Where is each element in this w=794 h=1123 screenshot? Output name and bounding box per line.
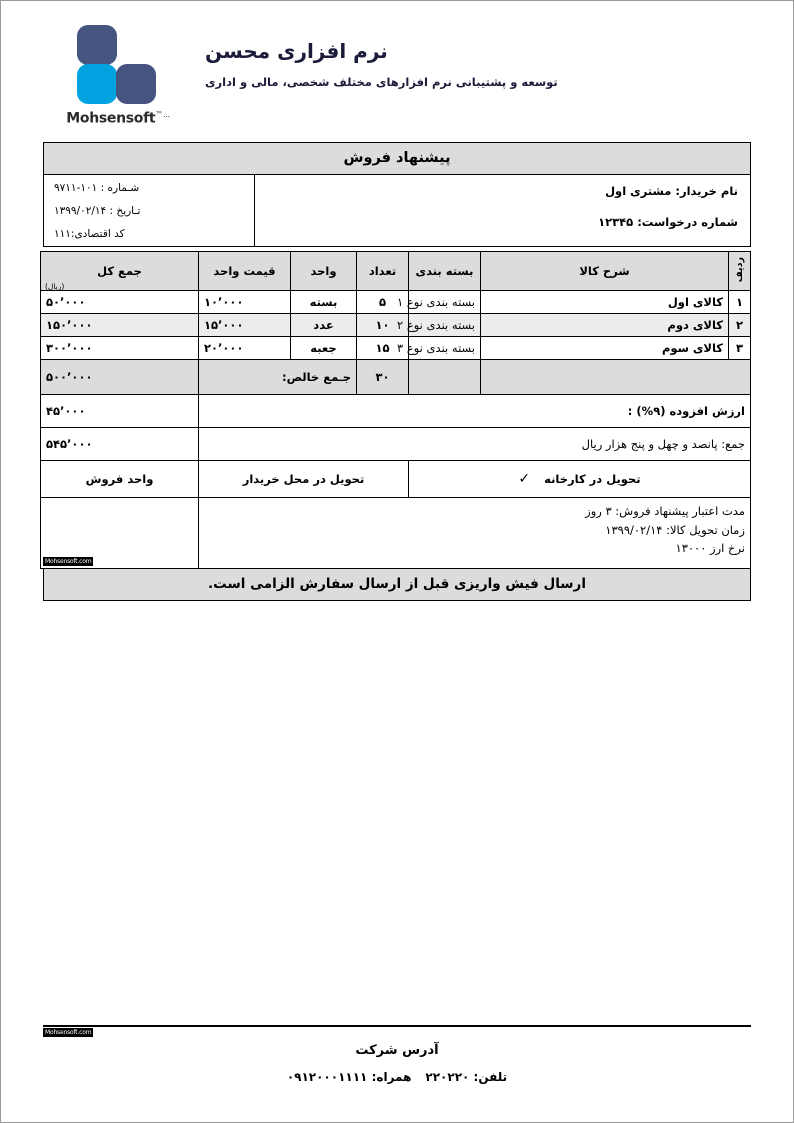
note-validity: مدت اعتبار پیشنهاد فروش: ۳ روز bbox=[585, 504, 745, 519]
delivery-buyer-option[interactable]: تحویل در محل خریدار bbox=[199, 461, 409, 498]
subtotal-value: ۵۰۰٬۰۰۰ bbox=[41, 360, 199, 395]
buyer-name: نام خریدار: مشتری اول bbox=[605, 184, 738, 198]
vat-value: ۴۵٬۰۰۰ bbox=[41, 395, 199, 428]
cell-packaging: بسته بندی نوع ۱ bbox=[409, 291, 481, 314]
table-row bbox=[41, 314, 751, 337]
column-header-quantity: تعداد bbox=[357, 252, 409, 291]
subtotal-spacer bbox=[481, 360, 751, 395]
mobile-value: ۰۹۱۲۰۰۰۱۱۱۱ bbox=[286, 1070, 368, 1084]
cell-unit: عدد bbox=[291, 314, 357, 337]
company-title: نرم افزاری محسن bbox=[205, 39, 388, 63]
logo-mark-icon bbox=[75, 25, 161, 107]
watermark-document: Mohsensoft.com bbox=[45, 558, 92, 565]
cell-description: کالای اول bbox=[481, 291, 729, 314]
cell-description: کالای سوم bbox=[481, 337, 729, 360]
column-header-unit: واحد bbox=[291, 252, 357, 291]
grand-total-label: جمع: پانصد و چهل و پنج هزار ریال bbox=[199, 428, 751, 461]
document-title: پیشنهاد فروش bbox=[43, 142, 751, 175]
logo-wordmark-text: Mohsensoft bbox=[66, 110, 156, 127]
cell-total: ۵۰٬۰۰۰ bbox=[41, 291, 199, 314]
vat-row bbox=[41, 395, 751, 428]
page-footer bbox=[43, 1025, 751, 1084]
cell-packaging: بسته بندی نوع ۲ bbox=[409, 314, 481, 337]
notes-row bbox=[41, 498, 751, 569]
phone-label: تلفن: bbox=[473, 1070, 508, 1084]
items-table-header-row bbox=[41, 252, 751, 291]
column-header-description: شرح کالا bbox=[481, 252, 729, 291]
document-number: شـماره : ۱۰۱-۹۷۱۱ bbox=[54, 182, 140, 194]
company-contact bbox=[43, 1070, 751, 1084]
cell-unit: جعبه bbox=[291, 337, 357, 360]
watermark-page: Mohsensoft.com bbox=[45, 1029, 92, 1036]
check-icon: ✓ bbox=[518, 471, 531, 488]
items-table bbox=[40, 251, 751, 569]
cell-total: ۱۵۰٬۰۰۰ bbox=[41, 314, 199, 337]
subtotal-quantity: ۳۰ bbox=[357, 360, 409, 395]
document-meta bbox=[43, 175, 751, 247]
column-header-row-no bbox=[729, 252, 751, 291]
letterhead-text bbox=[187, 39, 757, 89]
delivery-options-row bbox=[41, 461, 751, 498]
letterhead bbox=[37, 23, 757, 135]
document-date: تـاریخ : ۱۳۹۹/۰۲/۱۴ bbox=[54, 205, 141, 218]
logo-wordmark-sup: ™... bbox=[155, 110, 170, 119]
cell-packaging: بسته بندی نوع ۳ bbox=[409, 337, 481, 360]
cell-unit: بسته bbox=[291, 291, 357, 314]
cell-row-no: ۳ bbox=[729, 337, 751, 360]
cell-quantity: ۱۵ bbox=[357, 337, 409, 360]
invoice-body bbox=[43, 142, 751, 601]
sales-unit-label: واحد فروش bbox=[41, 461, 199, 498]
company-logo bbox=[59, 25, 177, 137]
delivery-factory-label: تحویل در کارخانه bbox=[544, 472, 641, 487]
cell-description: کالای دوم bbox=[481, 314, 729, 337]
cell-unit-price: ۱۰٬۰۰۰ bbox=[199, 291, 291, 314]
table-row bbox=[41, 337, 751, 360]
column-header-total bbox=[41, 252, 199, 291]
logo-square-top-left-icon bbox=[77, 25, 117, 65]
subtotal-row bbox=[41, 360, 751, 395]
table-row bbox=[41, 291, 751, 314]
column-header-packaging: بسته بندی bbox=[409, 252, 481, 291]
meta-buyer-block bbox=[255, 175, 750, 246]
logo-square-bottom-right-icon bbox=[116, 64, 156, 104]
logo-square-bottom-left-icon bbox=[77, 64, 117, 104]
footer-divider bbox=[43, 1025, 751, 1036]
cell-unit-price: ۱۵٬۰۰۰ bbox=[199, 314, 291, 337]
economic-code: کد اقتصادی:۱۱۱ bbox=[54, 228, 125, 241]
mobile-label: همراه: bbox=[371, 1070, 412, 1084]
cell-row-no: ۲ bbox=[729, 314, 751, 337]
cell-unit-price: ۲۰٬۰۰۰ bbox=[199, 337, 291, 360]
logo-wordmark bbox=[59, 110, 177, 127]
meta-reference-block bbox=[44, 175, 255, 246]
request-number: شماره درخواست: ۱۲۳۴۵ bbox=[598, 214, 738, 229]
cell-total: ۳۰۰٬۰۰۰ bbox=[41, 337, 199, 360]
company-address: آدرس شرکت bbox=[355, 1043, 439, 1058]
cell-quantity: ۱۰ bbox=[357, 314, 409, 337]
subtotal-spacer-packaging bbox=[409, 360, 481, 395]
delivery-factory-option[interactable] bbox=[409, 461, 751, 498]
note-delivery-time: زمان تحویل کالا: ۱۳۹۹/۰۲/۱۴ bbox=[605, 522, 745, 537]
grand-total-value: ۵۴۵٬۰۰۰ bbox=[41, 428, 199, 461]
subtotal-label: جـمع خالص: bbox=[199, 360, 357, 395]
column-header-row-no-label: ردیف bbox=[734, 257, 745, 283]
grand-total-row bbox=[41, 428, 751, 461]
note-exchange-rate: نرخ ارز ۱۳۰۰۰ bbox=[675, 540, 745, 555]
order-notice-bar: ارسال فیش واریزی قبل از ارسال سفارش الزامی است. bbox=[43, 569, 751, 601]
vat-label: ارزش افزوده (۹%) : bbox=[199, 395, 751, 428]
company-subtitle: توسعه و پشتیبانی نرم افزارهای مختلف شخصی، مالی و اداری bbox=[205, 75, 558, 89]
column-header-total-currency: (ریال) bbox=[45, 282, 65, 292]
notes-block bbox=[199, 498, 751, 569]
cell-row-no: ۱ bbox=[729, 291, 751, 314]
column-header-total-label: جمع کل bbox=[97, 264, 142, 279]
column-header-unit-price: قیمت واحد bbox=[199, 252, 291, 291]
phone-value: ۲۲۰۲۲۰ bbox=[425, 1070, 470, 1084]
cell-quantity: ۵ bbox=[357, 291, 409, 314]
